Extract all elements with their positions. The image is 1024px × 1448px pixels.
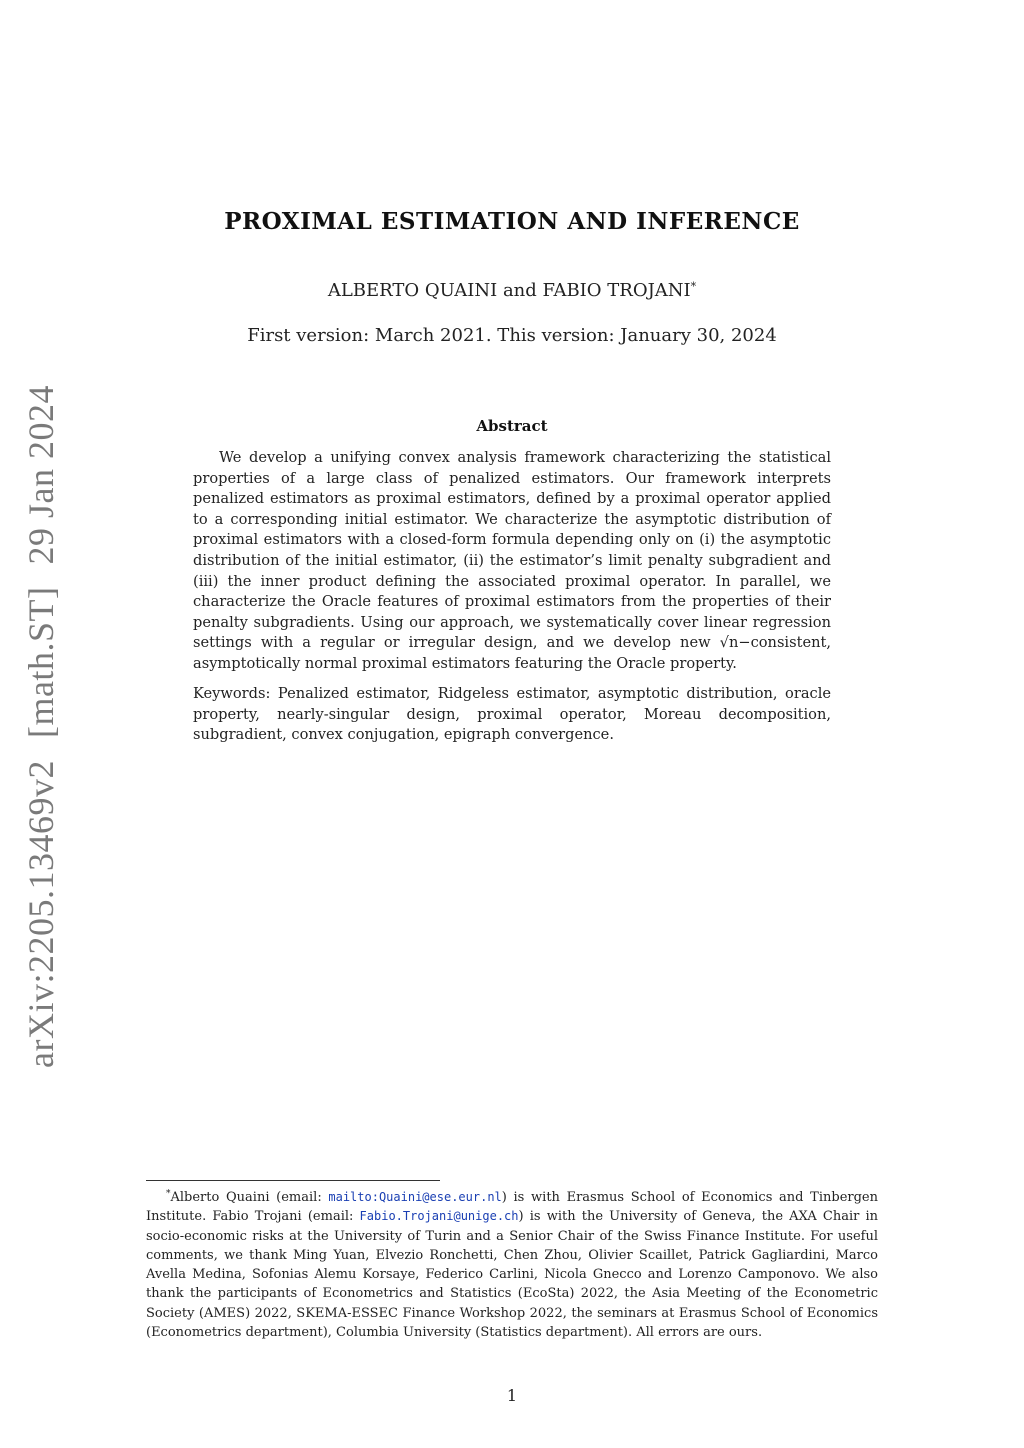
email-link-quaini[interactable]: mailto:Quaini@ese.eur.nl (328, 1190, 502, 1204)
author-line (0, 280, 1024, 301)
arxiv-id: arXiv:2205.13469v2 (21, 760, 61, 1068)
footnote-divider (146, 1180, 440, 1181)
author-footnote-mark[interactable]: * (690, 280, 697, 293)
footnote-text-1: Alberto Quaini (email: (170, 1190, 329, 1205)
abstract-text: We develop a unifying convex analysis framework characterizing the statistical properties of a large class of penalized estimators. Our framework interprets penalized estimators as proximal estimators, defined by a proximal operator applied to a corresponding initial estimator. We characterize the asymptotic distribution of proximal estimators with a closed-form formula depending only on (i) the asymptotic distribution of the initial estimator, (ii) the estimator’s limit penalty subgradient and (iii) the inner product defining the associated proximal operator. In parallel, we characterize the Oracle features of proximal estimators from the properties of their penalty subgradients. Using our approach, we systematically cover linear regression settings with a regular or irregular design, and we develop new (193, 449, 831, 652)
sqrt-n-math: √n (719, 634, 739, 652)
paper-title: PROXIMAL ESTIMATION AND INFERENCE (224, 208, 800, 235)
footnote-text-3: ) is with the University of Geneva, the AXA Chair in socio-economic risks at the University of Turin and a Senior Chair of the Swiss Finance Institute. For useful comments, we thank Ming Yuan, Elvezio Ronchetti, Chen Zhou, Olivier Scaillet, Patrick Gagliardini, Marco Avella Medina, Sofonias Alemu Korsaye, Federico Carlini, Nicola Gnecco and Lorenzo Camponovo. We also thank the participants of Econometrics and Statistics (EcoSta) 2022, the Asia Meeting of the Econometric Society (AMES) 2022, SKEMA-ESSEC Finance Workshop 2022, the seminars at Erasmus School of Economics (Econometrics department), Columbia University (Statistics department). All errors are ours. (146, 1209, 878, 1341)
email-link-trojani[interactable]: Fabio.Trojani@unige.ch (359, 1209, 519, 1224)
footnote-text-2: ) is with Erasmus School of Economics and Tinbergen Institute. Fabio Trojani (email: (146, 1190, 878, 1225)
footnote-mark: * (166, 1189, 171, 1199)
abstract-text-end: −consistent, asymptotically normal proximal estimators featuring the Oracle property. (193, 634, 831, 672)
arxiv-sidebar-stamp (20, 363, 62, 1068)
author-names: ALBERTO QUAINI and FABIO TROJANI (327, 280, 691, 301)
page-number: 1 (506, 1386, 518, 1405)
footnote (146, 1185, 878, 1342)
abstract-body (193, 448, 831, 675)
keywords-paragraph: Keywords: Penalized estimator, Ridgeless estimator, asymptotic distribution, oracle property, nearly-singular design, proximal operator, Moreau decomposition, subgradient, convex conjugation, epigraph convergence. (193, 685, 831, 744)
version-line: First version: March 2021. This version: January 30, 2024 (247, 325, 777, 346)
abstract-heading: Abstract (476, 417, 548, 435)
arxiv-category: [math.ST] (21, 586, 61, 739)
arxiv-date: 29 Jan 2024 (21, 385, 61, 565)
